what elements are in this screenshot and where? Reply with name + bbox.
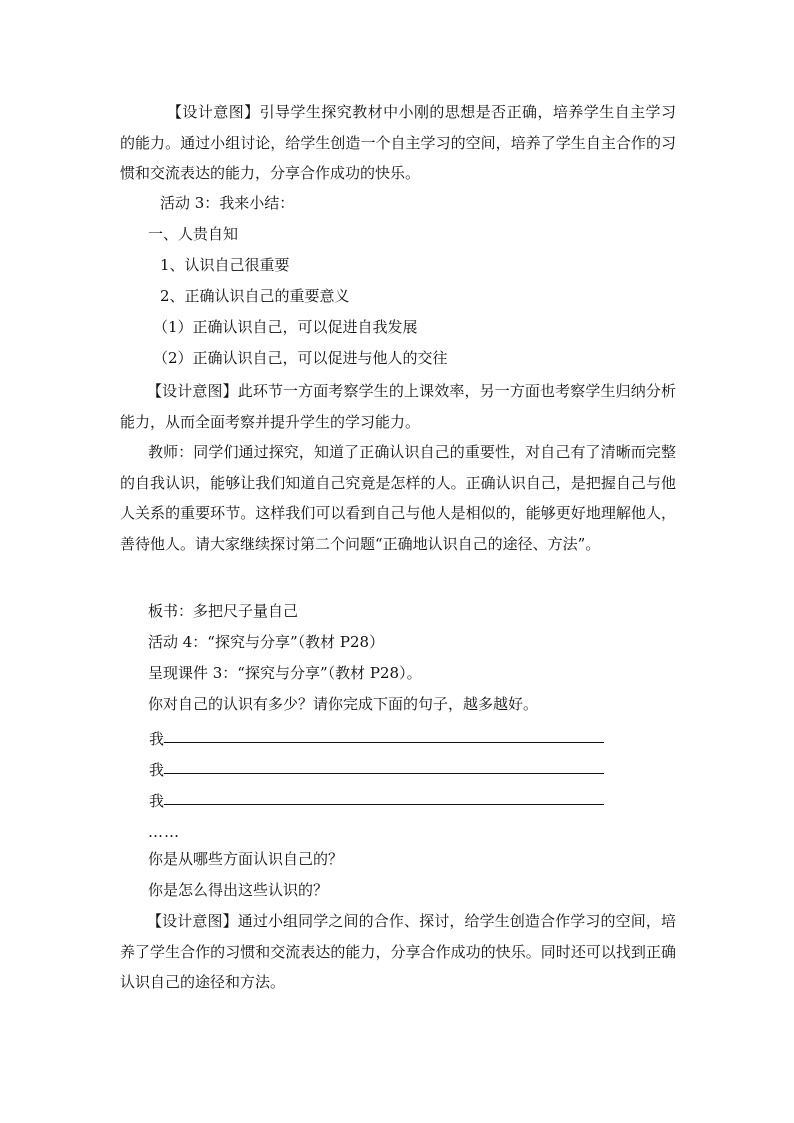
fill-in-row-3 [149, 782, 604, 812]
board-note: 板书：多把尺子量自己 [148, 602, 299, 620]
question-aspects: 你是从哪些方面认识自己的？ [148, 850, 344, 868]
section-heading-1: 一、人贵自知 [148, 225, 239, 243]
point-1: 1、认识自己很重要 [160, 256, 290, 274]
question-how: 你是怎么得出这些认识的？ [148, 881, 329, 899]
fill-in-label: 我 [149, 730, 165, 748]
courseware-line: 呈现课件 3：“探究与分享”（教材 P28）。 [148, 664, 422, 682]
point-2a: （1）正确认识自己，可以促进自我发展 [153, 318, 418, 336]
point-2b: （2）正确认识自己，可以促进与他人的交往 [153, 349, 448, 367]
ellipsis: …… [148, 823, 180, 841]
fill-in-row-1 [149, 720, 604, 750]
fill-in-blank-line[interactable] [164, 803, 604, 805]
question-line: 你对自己的认识有多少？请你完成下面的句子，越多越好。 [148, 695, 539, 713]
fill-in-label: 我 [149, 792, 165, 810]
teacher-paragraph: 教师：同学们通过探究，知道了正确认识自己的重要性，对自己有了清晰而完整的自我认识，能够让我们知道自己究竟是怎样的人。正确认识自己，是把握自己与他人关系的重要环节。这样我们可以看到自己与他人是相似的，能够更好地理解他人，善待他人。请大家继续探讨第二个问题“正确地认识自己的途径、方法”。 [120, 443, 676, 553]
fill-in-row-2 [149, 751, 604, 781]
fill-in-blank-line[interactable] [164, 741, 604, 743]
activity-4-heading: 活动 4：“探究与分享”（教材 P28） [148, 633, 385, 651]
fill-in-blank-line[interactable] [164, 772, 604, 774]
design-intent-paragraph-2: 【设计意图】此环节一方面考察学生的上课效率，另一方面也考察学生归纳分析能力，从而全面考察并提升学生的学习能力。 [120, 382, 676, 431]
point-2: 2、正确认识自己的重要意义 [160, 287, 350, 305]
fill-in-label: 我 [149, 761, 165, 779]
design-intent-paragraph-1: 【设计意图】引导学生探究教材中小刚的思想是否正确，培养学生自主学习的能力。通过小组讨论，给学生创造一个自主学习的空间，培养了学生自主合作的习惯和交流表达的能力，分享合作成功的快乐。 [120, 103, 676, 182]
design-intent-paragraph-3: 【设计意图】通过小组同学之间的合作、探讨，给学生创造合作学习的空间，培养了学生合作的习惯和交流表达的能力，分享合作成功的快乐。同时还可以找到正确认识自己的途径和方法。 [120, 912, 676, 991]
activity-3-heading: 活动 3：我来小结： [160, 194, 295, 212]
